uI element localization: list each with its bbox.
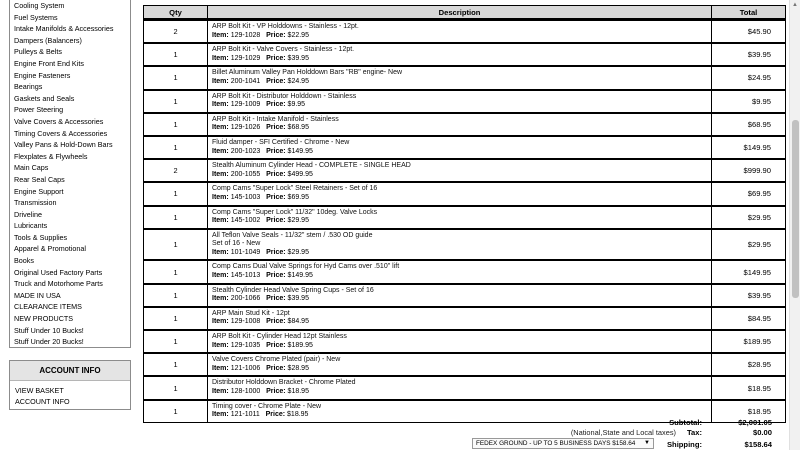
cart-item-meta <box>212 318 707 327</box>
cart-item-name: ARP Bolt Kit - Intake Manifold - Stainless <box>212 115 339 123</box>
item-label: Item: <box>212 318 229 326</box>
price-label: Price: <box>266 318 286 326</box>
cart-item-name: Billet Aluminum Valley Pan Holddown Bars "RB" engine- New <box>212 69 403 77</box>
sidebar-category-link[interactable]: MADE IN USA <box>14 290 61 300</box>
cart-item-number: 121-1006 <box>230 364 261 372</box>
sidebar-category-link[interactable]: Stuff Under 10 Bucks! <box>14 325 84 335</box>
sidebar-category-link[interactable]: Cooling System <box>14 1 65 10</box>
price-label: Price: <box>266 77 286 85</box>
price-label: Price: <box>266 217 286 225</box>
view-basket-link[interactable]: VIEW BASKET <box>15 386 64 395</box>
cart-item-meta <box>212 78 707 87</box>
sidebar-category-link[interactable]: Dampers (Balancers) <box>14 35 82 45</box>
cart-item-price: $22.95 <box>287 31 309 39</box>
cart-item-total: $18.95 <box>712 375 785 398</box>
cart-item-qty: 1 <box>144 399 208 422</box>
item-label: Item: <box>212 124 229 132</box>
subtotal-label: Subtotal: <box>669 418 702 427</box>
cart-item-number: 129-1026 <box>230 124 261 132</box>
cart-item-description <box>208 352 712 375</box>
cart-item-number: 129-1029 <box>230 54 261 62</box>
cart-row <box>144 19 785 42</box>
tax-row <box>143 428 786 438</box>
cart-item-meta <box>212 148 707 157</box>
price-label: Price: <box>266 31 286 39</box>
shipping-value: $158.64 <box>744 440 772 449</box>
cart-item-meta <box>212 32 707 41</box>
cart-item-qty: 1 <box>144 375 208 398</box>
cart-item-price: $189.95 <box>287 341 313 349</box>
sidebar-category-link[interactable]: Apparel & Promotional <box>14 244 86 254</box>
sidebar-category-link[interactable]: Truck and Motorhome Parts <box>14 279 103 289</box>
cart-item-qty: 1 <box>144 352 208 375</box>
item-label: Item: <box>212 101 229 109</box>
sidebar-category-link[interactable]: Engine Support <box>14 186 64 196</box>
cart-item-price: $39.95 <box>287 54 309 62</box>
cart-item-description <box>208 306 712 329</box>
cart-row <box>144 158 785 181</box>
sidebar-category-link[interactable]: Engine Front End Kits <box>14 58 84 68</box>
price-label: Price: <box>266 295 286 303</box>
cart-item-name: Stealth Cylinder Head Valve Spring Cups - Set of 16 <box>212 286 374 294</box>
cart-row <box>144 205 785 228</box>
cart-item-number: 145-1002 <box>230 217 261 225</box>
cart-item-price: $24.95 <box>287 77 309 85</box>
cart-item-total: $149.95 <box>712 259 785 282</box>
cart-item-price: $69.95 <box>287 193 309 201</box>
cart-item-qty: 1 <box>144 205 208 228</box>
sidebar-category-link[interactable]: Transmission <box>14 198 57 208</box>
cart-item-qty: 1 <box>144 259 208 282</box>
cart-item-number: 128-1000 <box>230 388 261 395</box>
sidebar-category-link[interactable]: Gaskets and Seals <box>14 93 75 103</box>
cart-row <box>144 228 785 260</box>
item-label: Item: <box>212 193 229 201</box>
cart-item-name: All Teflon Valve Seals - 11/32" stem / .530 OD guide <box>212 231 373 239</box>
cart-item-description <box>208 135 712 158</box>
cart-item-description <box>208 181 712 204</box>
tax-label: Tax: <box>686 428 702 437</box>
cart-item-qty: 1 <box>144 89 208 112</box>
description-header: Description <box>208 6 712 19</box>
cart-item-number: 121-1011 <box>230 411 260 419</box>
cart-item-total: $39.95 <box>712 42 785 65</box>
cart-item-qty: 1 <box>144 135 208 158</box>
cart-item-total: $9.95 <box>712 89 785 112</box>
cart-item-name: Comp Cams Dual Valve Springs for Hyd Cams over .510" lift <box>212 263 400 271</box>
sidebar-category-link[interactable]: Intake Manifolds & Accessories <box>14 24 114 34</box>
cart-row <box>144 135 785 158</box>
sidebar-category-link[interactable]: Original Used Factory Parts <box>14 267 103 277</box>
sidebar-category-link[interactable]: Rear Seal Caps <box>14 174 65 184</box>
sidebar-category-link[interactable]: CLEARANCE ITEMS <box>14 302 82 312</box>
cart-item-description <box>208 89 712 112</box>
account-info-box <box>9 360 131 410</box>
cart-item-description <box>208 65 712 88</box>
item-label: Item: <box>212 388 229 395</box>
cart-item-meta <box>212 388 707 397</box>
cart-item-name: Comp Cams "Super Lock" Steel Retainers - Set of 16 <box>212 185 378 193</box>
item-label: Item: <box>212 272 229 280</box>
sidebar-category-link[interactable]: Power Steering <box>14 105 64 115</box>
account-info-link[interactable]: ACCOUNT INFO <box>15 397 70 406</box>
cart-item-name: ARP Bolt Kit - VP Holddowns - Stainless - 12pt. <box>212 23 359 30</box>
cart-item-qty: 1 <box>144 42 208 65</box>
cart-item-description <box>208 329 712 352</box>
cart-item-description <box>208 375 712 398</box>
price-label: Price: <box>266 341 286 349</box>
account-links <box>10 381 130 409</box>
cart-item-qty: 2 <box>144 19 208 42</box>
cart-item-total: $999.90 <box>712 158 785 181</box>
cart-item-name: Comp Cams "Super Lock" 11/32" 10deg. Valve Locks <box>212 208 378 216</box>
cart-row <box>144 352 785 375</box>
cart-item-name: ARP Main Stud Kit - 12pt <box>212 309 290 317</box>
cart-row <box>144 329 785 352</box>
cart-item-qty: 1 <box>144 228 208 260</box>
cart-item-meta <box>212 342 707 351</box>
cart-item-meta <box>212 101 707 110</box>
cart-item-qty: 1 <box>144 306 208 329</box>
cart-item-description <box>208 158 712 181</box>
cart-item-number: 145-1003 <box>230 193 261 201</box>
cart-row <box>144 375 785 398</box>
item-label: Item: <box>212 77 229 85</box>
cart-item-meta <box>212 124 707 133</box>
cart-item-total: $24.95 <box>712 65 785 88</box>
cart-row <box>144 65 785 88</box>
cart-item-name: ARP Bolt Kit - Cylinder Head 12pt Stainless <box>212 333 347 341</box>
item-label: Item: <box>212 217 229 225</box>
cart-item-name-line2: Set of 16 - New <box>212 240 261 248</box>
item-label: Item: <box>212 54 229 62</box>
cart-item-meta <box>212 272 707 281</box>
cart <box>143 5 786 423</box>
shipping-label: Shipping: <box>666 440 702 449</box>
sidebar-category-link[interactable]: Flexplates & Flywheels <box>14 151 88 161</box>
total-header: Total <box>712 6 785 19</box>
item-label: Item: <box>212 364 229 372</box>
category-list <box>9 0 131 348</box>
cart-item-total: $189.95 <box>712 329 785 352</box>
item-label: Item: <box>212 411 229 419</box>
cart-item-number: 101-1049 <box>230 248 261 256</box>
cart-item-total: $45.90 <box>712 19 785 42</box>
cart-item-price: $149.95 <box>287 272 313 280</box>
subtotal-row <box>143 418 786 428</box>
cart-item-price: $29.95 <box>287 248 309 256</box>
cart-row <box>144 306 785 329</box>
cart-item-price: $68.95 <box>287 124 309 132</box>
cart-item-price: $39.95 <box>287 295 309 303</box>
sidebar-category-link[interactable]: Engine Fasteners <box>14 70 71 80</box>
price-label: Price: <box>266 364 286 372</box>
cart-item-number: 200-1023 <box>230 147 261 155</box>
item-label: Item: <box>212 170 229 178</box>
cart-item-price: $18.95 <box>287 411 309 419</box>
sidebar <box>9 0 131 410</box>
price-label: Price: <box>266 124 286 132</box>
cart-row <box>144 89 785 112</box>
subtotal-value: $2,001.05 <box>738 418 772 427</box>
sidebar-category-link[interactable]: Driveline <box>14 209 42 219</box>
dropdown-arrow-icon: ▼ <box>644 440 650 446</box>
sidebar-category-link[interactable]: Main Caps <box>14 163 49 173</box>
cart-item-number: 129-1008 <box>230 318 261 326</box>
sidebar-category-link[interactable]: Valve Covers & Accessories <box>14 116 104 126</box>
sidebar-category-link[interactable]: Valley Pans & Hold-Down Bars <box>14 140 113 150</box>
cart-item-number: 145-1013 <box>230 272 261 280</box>
cart-item-total: $28.95 <box>712 352 785 375</box>
cart-item-meta <box>212 171 707 180</box>
item-label: Item: <box>212 295 229 303</box>
cart-item-description <box>208 42 712 65</box>
cart-item-qty: 2 <box>144 158 208 181</box>
sidebar-category-link[interactable]: NEW PRODUCTS <box>14 314 74 324</box>
cart-item-number: 129-1009 <box>230 101 261 109</box>
cart-item-number: 129-1035 <box>230 341 261 349</box>
cart-item-price: $84.95 <box>287 318 309 326</box>
sidebar-category-link[interactable]: Tools & Supplies <box>14 232 68 242</box>
sidebar-category-link[interactable]: Bearings <box>14 82 43 92</box>
qty-header: Qty <box>144 6 208 19</box>
price-label: Price: <box>266 388 286 395</box>
cart-item-price: $149.95 <box>287 147 313 155</box>
cart-item-meta <box>212 365 707 374</box>
price-label: Price: <box>266 170 286 178</box>
cart-item-qty: 1 <box>144 283 208 306</box>
cart-item-total: $18.95 <box>712 399 785 422</box>
cart-item-number: 200-1055 <box>230 170 261 178</box>
price-label: Price: <box>266 101 286 109</box>
item-label: Item: <box>212 31 229 39</box>
cart-item-price: $29.95 <box>287 217 309 225</box>
cart-item-description <box>208 283 712 306</box>
sidebar-category-link[interactable]: Fuel Systems <box>14 12 58 22</box>
cart-item-name: Stealth Aluminum Cylinder Head - COMPLETE - SINGLE HEAD <box>212 162 411 170</box>
cart-item-description <box>208 205 712 228</box>
cart-item-qty: 1 <box>144 329 208 352</box>
cart-item-name: Fluid damper - SFI Certified - Chrome - New <box>212 138 350 146</box>
cart-rows <box>144 19 785 422</box>
account-info-heading: ACCOUNT INFO <box>10 361 130 381</box>
cart-item-total: $29.95 <box>712 228 785 260</box>
cart-item-price: $28.95 <box>287 364 309 372</box>
cart-item-price: $499.95 <box>287 170 313 178</box>
sidebar-category-link[interactable]: Pulleys & Belts <box>14 47 62 57</box>
cart-item-description <box>208 259 712 282</box>
price-label: Price: <box>266 54 286 62</box>
cart-item-qty: 1 <box>144 181 208 204</box>
cart-item-name: ARP Bolt Kit - Distributor Holddown - Stainless <box>212 92 357 100</box>
shipping-method-select[interactable] <box>472 438 654 449</box>
cart-item-price: $9.95 <box>287 101 306 109</box>
cart-item-name: Distributor Holddown Bracket - Chrome Plated <box>212 379 356 387</box>
cart-item-total: $68.95 <box>712 112 785 135</box>
cart-item-total: $39.95 <box>712 283 785 306</box>
cart-item-name: Timing cover - Chrome Plate - New <box>212 402 322 410</box>
cart-table <box>143 5 786 423</box>
cart-item-price: $18.95 <box>287 388 309 395</box>
cart-item-meta <box>212 249 707 258</box>
scroll-up-arrow-icon[interactable]: ▲ <box>792 2 798 8</box>
sidebar-category-link[interactable]: Stuff Under 20 Bucks! <box>14 337 84 347</box>
cart-item-number: 200-1041 <box>230 77 261 85</box>
cart-item-number: 200-1066 <box>230 295 261 303</box>
cart-item-qty: 1 <box>144 65 208 88</box>
price-label: Price: <box>266 193 286 201</box>
cart-item-name: Valve Covers Chrome Plated (pair) - New <box>212 356 341 364</box>
cart-item-description <box>208 228 712 260</box>
cart-item-meta <box>212 194 707 203</box>
scrollbar-thumb[interactable] <box>792 120 799 298</box>
cart-item-meta <box>212 55 707 64</box>
page-scrollbar[interactable] <box>789 0 800 450</box>
item-label: Item: <box>212 341 229 349</box>
sidebar-category-link[interactable]: Timing Covers & Accessories <box>14 128 108 138</box>
cart-item-qty: 1 <box>144 112 208 135</box>
cart-item-name: ARP Bolt Kit - Valve Covers - Stainless - 12pt. <box>212 46 355 54</box>
cart-row <box>144 181 785 204</box>
price-label: Price: <box>266 147 286 155</box>
shipping-row <box>143 440 786 450</box>
cart-item-description <box>208 19 712 42</box>
cart-item-number: 129-1028 <box>230 31 261 39</box>
cart-item-total: $84.95 <box>712 306 785 329</box>
cart-row <box>144 42 785 65</box>
item-label: Item: <box>212 147 229 155</box>
cart-item-total: $149.95 <box>712 135 785 158</box>
tax-value: $0.00 <box>752 428 772 437</box>
cart-item-total: $69.95 <box>712 181 785 204</box>
cart-row <box>144 112 785 135</box>
tax-note: (National,State and Local taxes) <box>570 428 676 437</box>
cart-item-meta <box>212 217 707 226</box>
cart-row <box>144 259 785 282</box>
price-label: Price: <box>265 411 286 419</box>
price-label: Price: <box>266 272 286 280</box>
cart-item-total: $29.95 <box>712 205 785 228</box>
item-label: Item: <box>212 248 229 256</box>
sidebar-category-link[interactable]: Books <box>14 256 34 266</box>
cart-item-meta <box>212 295 707 304</box>
sidebar-category-link[interactable]: Lubricants <box>14 221 48 231</box>
shipping-method-value: FEDEX GROUND - UP TO 5 BUSINESS DAYS $158.64 <box>476 440 636 447</box>
cart-row <box>144 283 785 306</box>
price-label: Price: <box>266 248 286 256</box>
cart-item-description <box>208 112 712 135</box>
